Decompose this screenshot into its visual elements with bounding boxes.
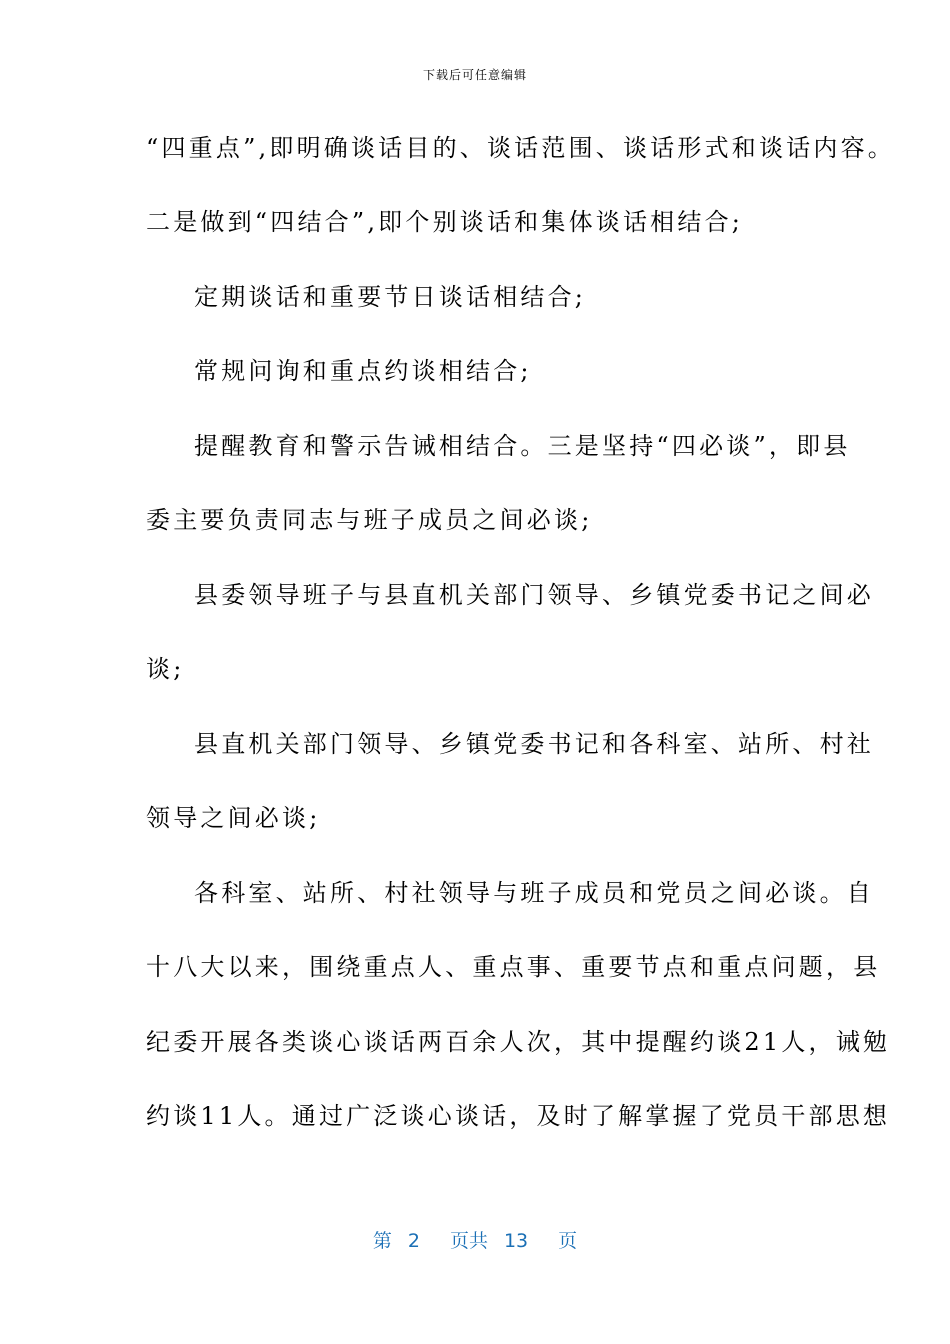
- text-line: 纪委开展各类谈心谈话两百余人次，其中提醒约谈21人，诫勉: [146, 1028, 891, 1056]
- text-line: 谈;: [146, 655, 185, 683]
- text-line: 常规问询和重点约谈相结合;: [194, 357, 532, 385]
- text-line: 县直机关部门领导、乡镇党委书记和各科室、站所、村社: [194, 730, 874, 758]
- text-line: 提醒教育和警示告诫相结合。三是坚持“四必谈”，即县: [194, 432, 851, 460]
- text-line: 领导之间必谈;: [146, 804, 321, 832]
- text-line: “四重点”,即明确谈话目的、谈话范围、谈话形式和谈话内容。: [146, 134, 895, 162]
- footer-suffix: 页: [558, 1230, 578, 1252]
- current-page-number: 2: [407, 1230, 420, 1252]
- text-line: 二是做到“四结合”,即个别谈话和集体谈话相结合;: [146, 208, 744, 236]
- footer-middle: 页共: [449, 1230, 488, 1252]
- text-line: 县委领导班子与县直机关部门领导、乡镇党委书记之间必: [194, 581, 874, 609]
- page-header: 下载后可任意编辑: [422, 68, 527, 82]
- total-pages-number: 13: [503, 1230, 529, 1252]
- page-footer: [0, 1226, 950, 1253]
- text-line: 约谈11人。通过广泛谈心谈话，及时了解掌握了党员干部思想: [146, 1102, 891, 1130]
- footer-prefix: 第: [372, 1230, 392, 1252]
- text-line: 定期谈话和重要节日谈话相结合;: [194, 283, 587, 311]
- text-line: 十八大以来，围绕重点人、重点事、重要节点和重点问题，县: [146, 953, 881, 981]
- text-line: 委主要负责同志与班子成员之间必谈;: [146, 506, 593, 534]
- text-line: 各科室、站所、村社领导与班子成员和党员之间必谈。自: [194, 879, 874, 907]
